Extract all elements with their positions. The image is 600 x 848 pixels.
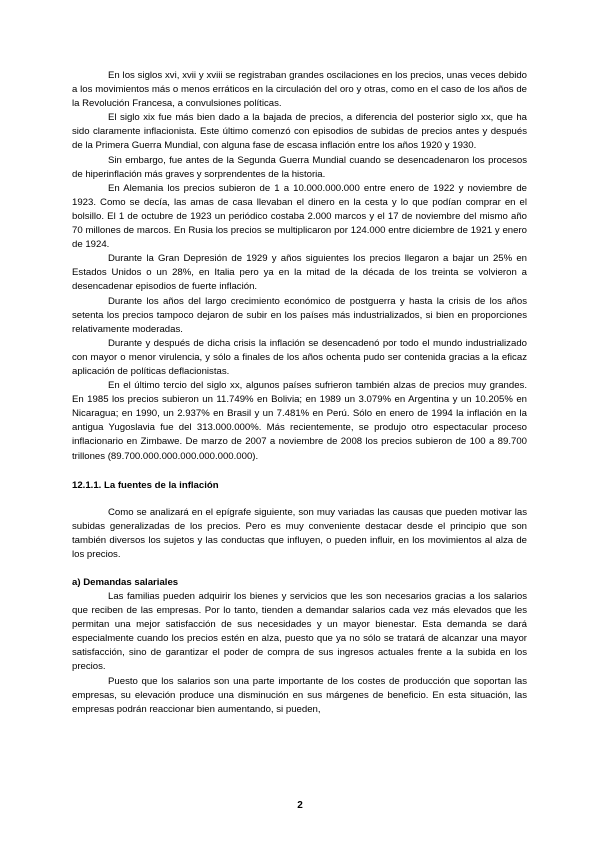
subsection-paragraph: Puesto que los salarios son una parte importante de los costes de producción que soportan las empresas, su elevación produce una disminución en sus márgenes de beneficio. En esta situación, las empresas podrán reaccionar bien aumentando, si pueden, (72, 675, 527, 715)
body-paragraph: Sin embargo, fue antes de la Segunda Guerra Mundial cuando se desencadenaron los procesos de hiperinflación más graves y sorprendentes de la historia. (72, 154, 527, 180)
section-intro-paragraph: Como se analizará en el epígrafe siguiente, son muy variadas las causas que pueden motivar las subidas generalizadas de los precios. Pero es muy conveniente destacar desde el principio que son también diversos los sujetos y las conductas que influyen, o pueden influir, en los movimientos al alza de los precios. (72, 506, 527, 560)
body-paragraph: Durante los años del largo crecimiento económico de postguerra y hasta la crisis de los años setenta los precios tampoco dejaron de subir en los países más industrializados, si bien en proporciones relativamente moderadas. (72, 295, 527, 335)
body-paragraph: El siglo xix fue más bien dado a la bajada de precios, a diferencia del posterior siglo xx, que ha sido claramente inflacionista. Este último comenzó con episodios de subidas de precios antes y después de la Primera Guerra Mundial, con alguna fase de escasa inflación entre los años 1920 y 1930. (72, 112, 527, 152)
body-paragraph: En Alemania los precios subieron de 1 a 10.000.000.000 entre enero de 1922 y noviembre de 1923. Como se decía, las amas de casa llevaban el dinero en la cesta y lo que podían comprar en el bolsillo. El 1 de octubre de 1923 un periódico costaba 2.000 marcos y el 17 de noviembre del mismo año 70 millones de marcos. En Rusia los precios se multiplicaron por 124.000 entre diciembre de 1921 y enero de 1924. (72, 182, 527, 251)
section-heading: 12.1.1. La fuentes de la inflación (72, 479, 219, 491)
page-number: 2 (297, 800, 303, 811)
body-paragraph: Durante la Gran Depresión de 1929 y años siguientes los precios llegaron a bajar un 25% en Estados Unidos o un 28%, en Italia pero ya en la mitad de la década de los treinta se volvieron a desencadenar episodios de fuerte inflación. (72, 253, 527, 293)
body-paragraph: En el último tercio del siglo xx, algunos países sufrieron también alzas de precios muy grandes. En 1985 los precios subieron un 11.749% en Bolivia; en 1989 un 3.079% en Argentina y un 10.205% en Nicaragua; en 1990, un 2.937% en Brasil y un 7.481% en Perú. Sólo en enero de 1994 la inflación en la antigua Yugoslavia fue del 313.000.000%. Más recientemente, se produjo otro espectacular proceso inflacionario en Zimbawe. De marzo de 2007 a noviembre de 2008 los precios subieron de 100 a 89.700 trillones (89.700.000.000.000.000.000.000). (72, 380, 527, 462)
body-paragraph: En los siglos xvi, xvii y xviii se registraban grandes oscilaciones en los precios, unas veces debido a los movimientos más o menos erráticos en la circulación del oro y otras, como en el caso de los años de la Revolución Francesa, a convulsiones políticas. (72, 70, 527, 110)
subsection-heading: a) Demandas salariales (72, 577, 179, 588)
body-paragraph: Durante y después de dicha crisis la inflación se desencadenó por todo el mundo industrializado con mayor o menor virulencia, y sólo a finales de los años ochenta pudo ser contenida gracias a la eficaz aplicación de políticas deflacionistas. (72, 337, 527, 377)
document-page (72, 69, 527, 717)
subsection-paragraph: Las familias pueden adquirir los bienes y servicios que les son necesarios gracias a los salarios que reciben de las empresas. Por lo tanto, tienden a demandar salarios cada vez más elevados que les permitan una mejor satisfacción de sus necesidades y un mayor bienestar. Esta demanda se dará especialmente cuando los precios estén en alza, puesto que ya no sólo se tratará de alcanzar una mayor satisfacción, sino de garantizar el poder de compra de sus ingresos actuales frente a la subida en los precios. (72, 591, 527, 673)
